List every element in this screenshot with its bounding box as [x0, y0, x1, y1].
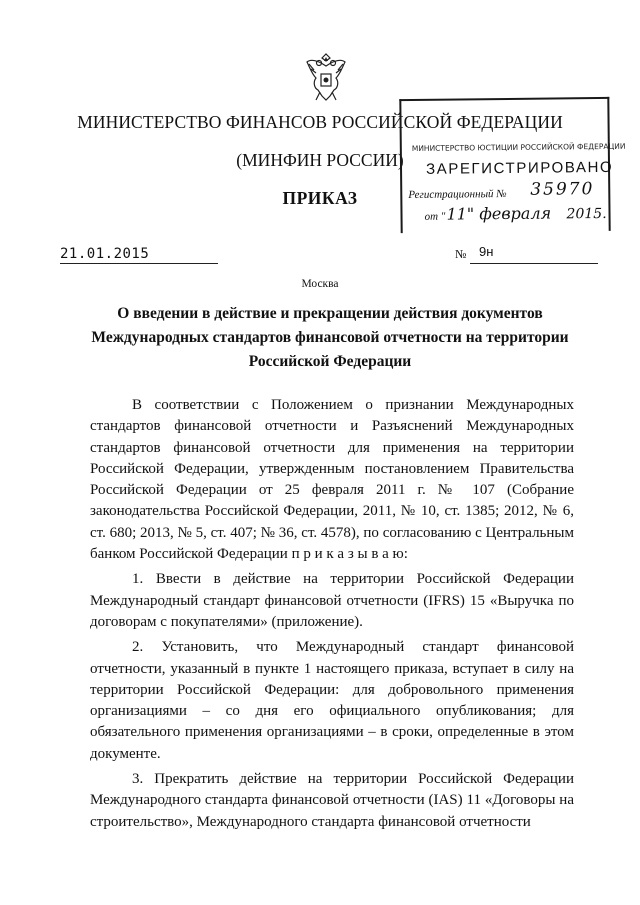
- document-type: ПРИКАЗ: [282, 188, 358, 208]
- city: Москва: [301, 278, 339, 290]
- order-number: 9н: [479, 244, 494, 259]
- paragraph-3: 3. Прекратить действие на территории Российской Федерации Международного стандарта финансовой отчетности (IAS) 11 «Договоры на строительство», Международного стандарта финансовой отчетности: [90, 771, 574, 830]
- order-date: 21.01.2015: [60, 246, 150, 262]
- stamp-registered: ЗАРЕГИСТРИРОВАНО: [425, 158, 614, 178]
- paragraph-preamble: В соответствии с Положением о признании Международных стандартов финансовой отчетности и Разъяснений Международных стандартов финансовой отчетности для применения на территории Российской Федерации, утвержденным постановлением Правительства Российской Федерации от 25 февраля 2011 г. № 107 (Собрание законодательства Российской Федерации, 2011, № 10, ст. 1385; 2012, № 6, ст. 680; 2013, № 5, ст. 407; № 36, ст. 4578), по согласованию с Центральным банком Российской Федерации п р и к а з ы в а ю:: [90, 397, 574, 563]
- paragraph-2: 2. Установить, что Международный стандарт финансовой отчетности, указанный в пункте 1 настоящего приказа, вступает в силу на территории Российской Федерации: для добровольного применения организациями – со дня его официального опубликования; для обязательного применения организациями – в сроки, определенные в этом документе.: [90, 639, 574, 762]
- coat-of-arms-icon: [304, 52, 348, 104]
- document-body: [90, 395, 574, 833]
- stamp-reg-number: 35970: [530, 179, 595, 200]
- ministry-abbreviation: (МИНФИН РОССИИ): [236, 150, 404, 170]
- date-underline: [60, 263, 218, 264]
- stamp-date: 11" февраля: [446, 203, 552, 224]
- stamp-reg-label: Регистрационный №: [408, 187, 507, 202]
- ministry-name: МИНИСТЕРСТВО ФИНАНСОВ РОССИЙСКОЙ ФЕДЕРАЦИИ: [77, 112, 563, 132]
- stamp-date-prefix: от ": [424, 210, 446, 223]
- number-underline: [470, 263, 598, 264]
- registration-stamp: [399, 97, 626, 233]
- stamp-year: 2015.: [566, 205, 607, 223]
- document-title: О введении в действие и прекращении действия документов Международных стандартов финансовой отчетности на территории Российской Федерации: [91, 305, 569, 370]
- stamp-ministry: МИНИСТЕРСТВО ЮСТИЦИИ РОССИЙСКОЙ ФЕДЕРАЦИИ: [411, 141, 626, 153]
- paragraph-1: 1. Ввести в действие на территории Российской Федерации Международный стандарт финансовой отчетности (IFRS) 15 «Выручка по договорам с покупателями» (приложение).: [90, 571, 574, 630]
- number-sign: №: [455, 247, 467, 261]
